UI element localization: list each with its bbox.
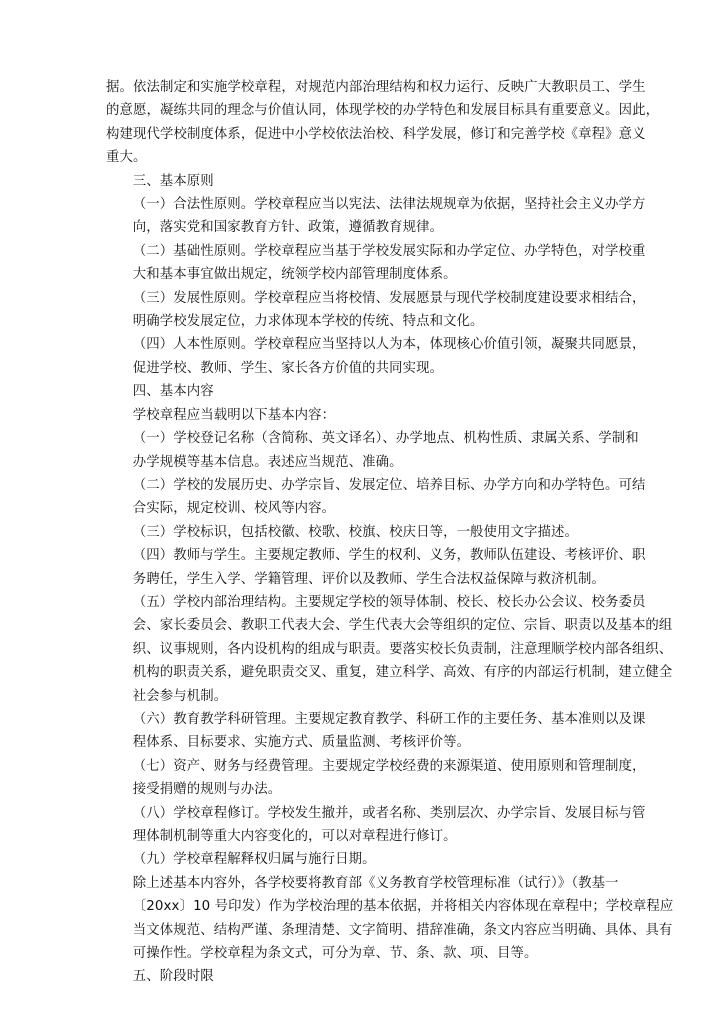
text-line: （九）学校章程解释权归属与施行日期。 (132, 852, 376, 868)
text-line: （八）学校章程修订。学校发生撤并，或者名称、类别层次、办学宗旨、发展目标与管 (132, 805, 646, 821)
text-line: 重大。 (106, 150, 147, 166)
text-line: （七）资产、财务与经费管理。主要规定学校经费的来源渠道、使用原则和管理制度， (132, 758, 646, 774)
paragraph (106, 380, 621, 403)
text-line: 四、基本内容 (132, 384, 214, 400)
text-line: 接受捐赠的规则与办法。 (132, 782, 282, 798)
text-line: （五）学校内部治理结构。主要规定学校的领导体制、校长、校长办公会议、校务委员 (132, 594, 646, 610)
text-line: 当文体规范、结构严谨、条理清楚、文字简明、措辞准确，条文内容应当明确、具体、具有 (132, 922, 673, 938)
paragraph (106, 404, 621, 427)
text-line: 办学规模等基本信息。表述应当规范、准确。 (132, 454, 403, 470)
paragraph (106, 333, 646, 380)
paragraph (106, 240, 646, 287)
text-line: 促进学校、教师、学生、家长各方价值的共同实现。 (132, 360, 444, 376)
text-line: 会、家长委员会、教职工代表大会、学生代表大会等组织的定位、宗旨、职责以及基本的组 (132, 618, 673, 634)
text-line: （四）人本性原则。学校章程应当坚持以人为本，体现核心价值引领，凝聚共同愿景， (132, 337, 646, 353)
text-line: （二）学校的发展历史、办学宗旨、发展定位、培养目标、办学方向和办学特色。可结 (132, 477, 646, 493)
text-line: 构建现代学校制度体系，促进中小学校依法治校、科学发展，修订和完善学校《章程》意义 (106, 126, 646, 142)
text-line: （四）教师与学生。主要规定教师、学生的权利、义务，教师队伍建设、考核评价、职 (132, 548, 646, 564)
paragraph (106, 544, 646, 591)
text-line: 合实际，规定校训、校风等内容。 (132, 501, 336, 517)
text-line: （一）学校登记名称（含简称、英文译名）、办学地点、机构性质、隶属关系、学制和 (132, 431, 639, 447)
paragraph (106, 287, 646, 334)
text-line: 的意愿，凝练共同的理念与价值认同，体现学校的办学特色和发展目标具有重要意义。因此， (106, 103, 660, 119)
paragraph (106, 193, 646, 240)
text-line: 学校章程应当载明以下基本内容： (132, 407, 336, 423)
text-line: 据。依法制定和实施学校章程，对规范内部治理结构和权力运行、反映广大教职员工、学生 (106, 80, 646, 95)
paragraph (106, 848, 621, 871)
paragraph (106, 965, 621, 988)
paragraph (106, 521, 621, 544)
text-line: （三）发展性原则。学校章程应当将校情、发展愿景与现代学校制度建设要求相结合， (132, 290, 646, 306)
text-line: 除上述基本内容外，各学校要将教育部《义务教育学校管理标准（试行）》（教基一 (132, 875, 619, 891)
text-line: 程体系、目标要求、实施方式、质量监测、考核评价等。 (132, 735, 471, 751)
text-line: 〔20xx〕10 号印发）作为学校治理的基本依据，并将相关内容体现在章程中；学校章程应 (132, 899, 674, 915)
text-line: 明确学校发展定位，力求体现本学校的传统、特点和文化。 (132, 314, 484, 330)
text-line: 机构的职责关系，避免职责交叉、重复，建立科学、高效、有序的内部运行机制，建立健全 (132, 665, 673, 681)
text-line: 理体制机制等重大内容变化的，可以对章程进行修订。 (132, 829, 457, 844)
text-line: 三、基本原则 (132, 173, 214, 189)
paragraph (106, 708, 646, 755)
text-line: 五、阶段时限 (132, 969, 214, 985)
text-line: 织、议事规则，各内设机构的组成与职责。要落实校长负责制，注意理顺学校内部各组织、 (132, 641, 673, 657)
text-line: 大和基本事宜做出规定，统领学校内部管理制度体系。 (132, 267, 457, 283)
paragraph (106, 170, 621, 193)
paragraph (106, 872, 674, 966)
text-line: （一）合法性原则。学校章程应当以宪法、法律法规规章为依据，坚持社会主义办学方 (132, 197, 646, 213)
paragraph (106, 802, 646, 849)
paragraph (106, 427, 639, 474)
text-line: （二）基础性原则。学校章程应当基于学校发展实际和办学定位、办学特色，对学校重 (132, 243, 646, 259)
text-line: （三）学校标识，包括校徽、校歌、校旗、校庆日等，一般使用文字描述。 (132, 524, 578, 540)
document-page (106, 76, 674, 989)
text-line: 向，落实党和国家教育方针、政策，遵循教育规律。 (132, 220, 444, 236)
text-line: （六）教育教学科研管理。主要规定教育教学、科研工作的主要任务、基本准则以及课 (132, 711, 646, 727)
paragraph (106, 755, 646, 802)
text-line: 务聘任，学生入学、学籍管理、评价以及教师、学生合法权益保障与救济机制。 (132, 571, 605, 587)
paragraph (106, 76, 660, 170)
paragraph (106, 474, 646, 521)
text-line: 可操作性。学校章程为条文式，可分为章、节、条、款、项、目等。 (132, 946, 538, 962)
paragraph (106, 591, 673, 708)
text-line: 社会参与机制。 (132, 688, 228, 704)
